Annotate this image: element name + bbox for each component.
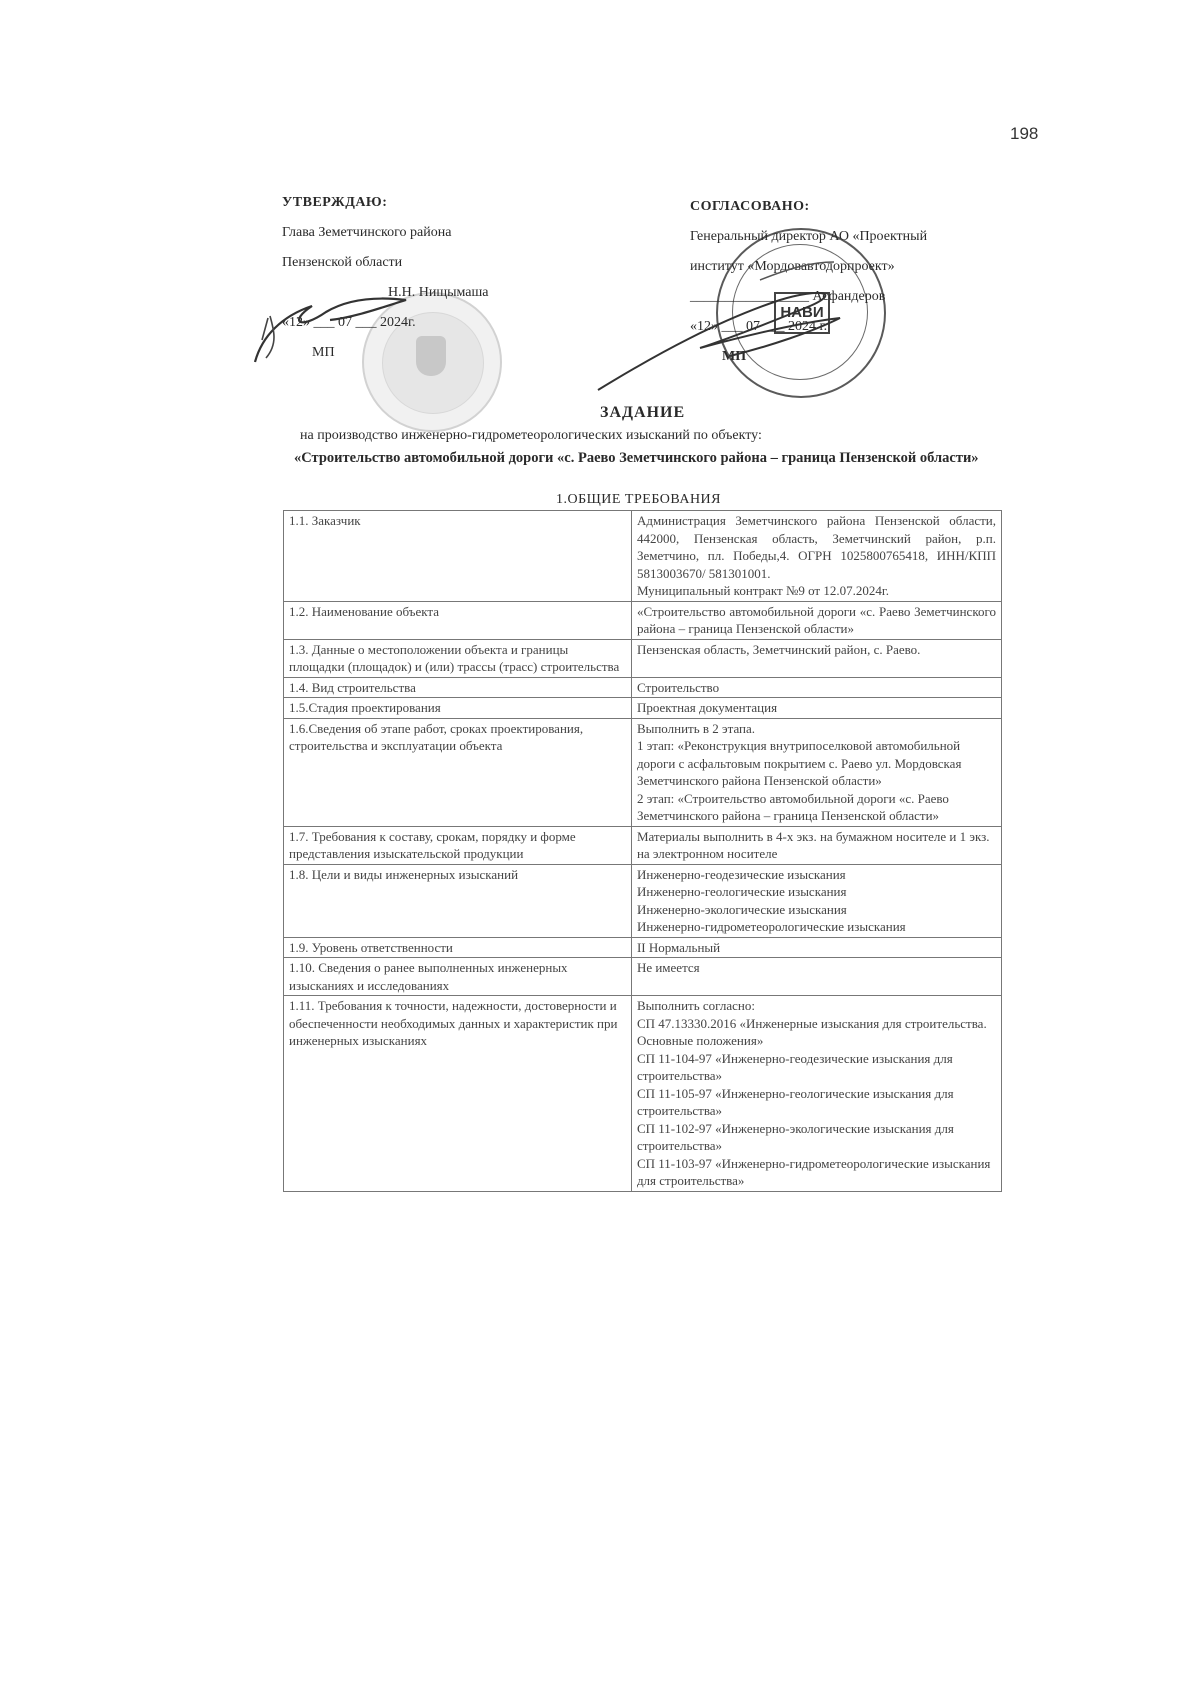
standard-item: СП 11-104-97 «Инженерно-геодезические изыскания для строительства» xyxy=(636,1050,953,1083)
standard-item: СП 47.13330.2016 «Инженерные изыскания для строительства. Основные положения» xyxy=(636,1015,987,1048)
survey-type: Инженерно-геодезические изыскания xyxy=(636,866,846,882)
row-label: 1.2. Наименование объекта xyxy=(284,601,632,639)
row-label: 1.4. Вид строительства xyxy=(284,677,632,698)
row-label: 1.3. Данные о местоположении объекта и границы площадки (площадок) и (или) трассы (трасс) строительства xyxy=(284,639,632,677)
survey-type: Инженерно-геологические изыскания xyxy=(636,884,847,899)
agreement-signatory: _________________ Асфандеров xyxy=(690,289,886,304)
table-row xyxy=(284,698,1002,719)
row-label: 1.9. Уровень ответственности xyxy=(284,937,632,958)
stage-count: Выполнить в 2 этапа. xyxy=(636,720,756,736)
table-row xyxy=(284,996,1002,1192)
approval-date: «12» ___ 07 ___ 2024г. xyxy=(282,315,416,330)
approval-mp: МП xyxy=(312,345,335,360)
standard-item: СП 11-103-97 «Инженерно-гидрометеорологические изыскания для строительства» xyxy=(636,1155,991,1188)
row-label: 1.10. Сведения о ранее выполненных инженерных изысканиях и исследованиях xyxy=(284,958,632,996)
agreement-heading: СОГЛАСОВАНО: xyxy=(690,199,810,214)
row-value: Строительство xyxy=(631,677,1001,698)
table-row xyxy=(284,958,1002,996)
agreement-date: «12» ___ 07 ___ 2024 г. xyxy=(690,319,828,334)
row-label: 1.6.Сведения об этапе работ, сроках проектирования, строительства и эксплуатации объекта xyxy=(284,718,632,826)
table-row xyxy=(284,511,1002,602)
row-value: II Нормальный xyxy=(631,937,1001,958)
requirements-table xyxy=(283,510,1002,1192)
approval-position: Глава Земетчинского района xyxy=(282,225,452,240)
table-row xyxy=(284,826,1002,864)
section-title: 1.ОБЩИЕ ТРЕБОВАНИЯ xyxy=(556,492,722,507)
standard-item: СП 11-105-97 «Инженерно-геологические изыскания для строительства» xyxy=(636,1085,954,1118)
row-label: 1.7. Требования к составу, срокам, порядку и форме представления изыскательской продукции xyxy=(284,826,632,864)
agreement-position: Генеральный директор АО «Проектный xyxy=(690,229,928,244)
document-subtitle: на производство инженерно-гидрометеорологических изысканий по объекту: xyxy=(300,428,762,443)
table-row xyxy=(284,718,1002,826)
row-value xyxy=(631,511,1001,602)
document-object: «Строительство автомобильной дороги «с. Раево Земетчинского района – граница Пензенской области» xyxy=(294,450,979,466)
stage-two: 2 этап: «Строительство автомобильной дороги «с. Раево Земетчинского района – граница Пензенской области» xyxy=(636,790,949,823)
stage-one: 1 этап: «Реконструкция внутрипоселковой автомобильной дороги с асфальтовым покрытием с. Раево ул. Мордовская Земетчинского района Пензенской области» xyxy=(636,738,962,788)
row-value: «Строительство автомобильной дороги «с. Раево Земетчинского района – граница Пензенской области» xyxy=(631,601,1001,639)
customer-details: Администрация Земетчинского района Пензенской области, 442000, Пензенская область, Земетчинский район, р.п. Земетчино, пл. Победы,4. ОГРН 1025800765418, ИНН/КПП 5813003670/ 581301001. xyxy=(636,513,996,581)
table-row xyxy=(284,639,1002,677)
row-label: 1.5.Стадия проектирования xyxy=(284,698,632,719)
agreement-mp: МП xyxy=(722,349,747,364)
row-value xyxy=(631,718,1001,826)
row-value xyxy=(631,996,1001,1192)
standard-item: СП 11-102-97 «Инженерно-экологические изыскания для строительства» xyxy=(636,1120,954,1153)
approval-heading: УТВЕРЖДАЮ: xyxy=(282,195,388,210)
row-value: Пензенская область, Земетчинский район, с. Раево. xyxy=(631,639,1001,677)
row-value: Материалы выполнить в 4-х экз. на бумажном носителе и 1 экз. на электронном носителе xyxy=(631,826,1001,864)
survey-type: Инженерно-гидрометеорологические изыскания xyxy=(636,919,906,934)
document-title: ЗАДАНИЕ xyxy=(600,404,686,421)
row-label: 1.1. Заказчик xyxy=(284,511,632,602)
standards-intro: Выполнить согласно: xyxy=(636,998,755,1013)
survey-type: Инженерно-экологические изыскания xyxy=(636,901,847,917)
row-value: Проектная документация xyxy=(631,698,1001,719)
row-label: 1.8. Цели и виды инженерных изысканий xyxy=(284,864,632,937)
table-row xyxy=(284,677,1002,698)
row-value xyxy=(631,864,1001,937)
table-row xyxy=(284,864,1002,937)
approval-signatory: Н.Н. Нищымаша xyxy=(388,285,489,300)
company-logo: НАВИ xyxy=(774,292,830,334)
row-value: Не имеется xyxy=(631,958,1001,996)
contract-number: Муниципальный контракт №9 от 12.07.2024г. xyxy=(636,583,889,598)
table-row xyxy=(284,937,1002,958)
approval-region: Пензенской области xyxy=(282,255,403,270)
table-row xyxy=(284,601,1002,639)
row-label: 1.11. Требования к точности, надежности, достоверности и обеспеченности необходимых данных и характеристик при инженерных изысканиях xyxy=(284,996,632,1192)
agreement-company: институт «Мордовавтодорпроект» xyxy=(690,259,895,274)
page-number: 198 xyxy=(1010,124,1039,143)
